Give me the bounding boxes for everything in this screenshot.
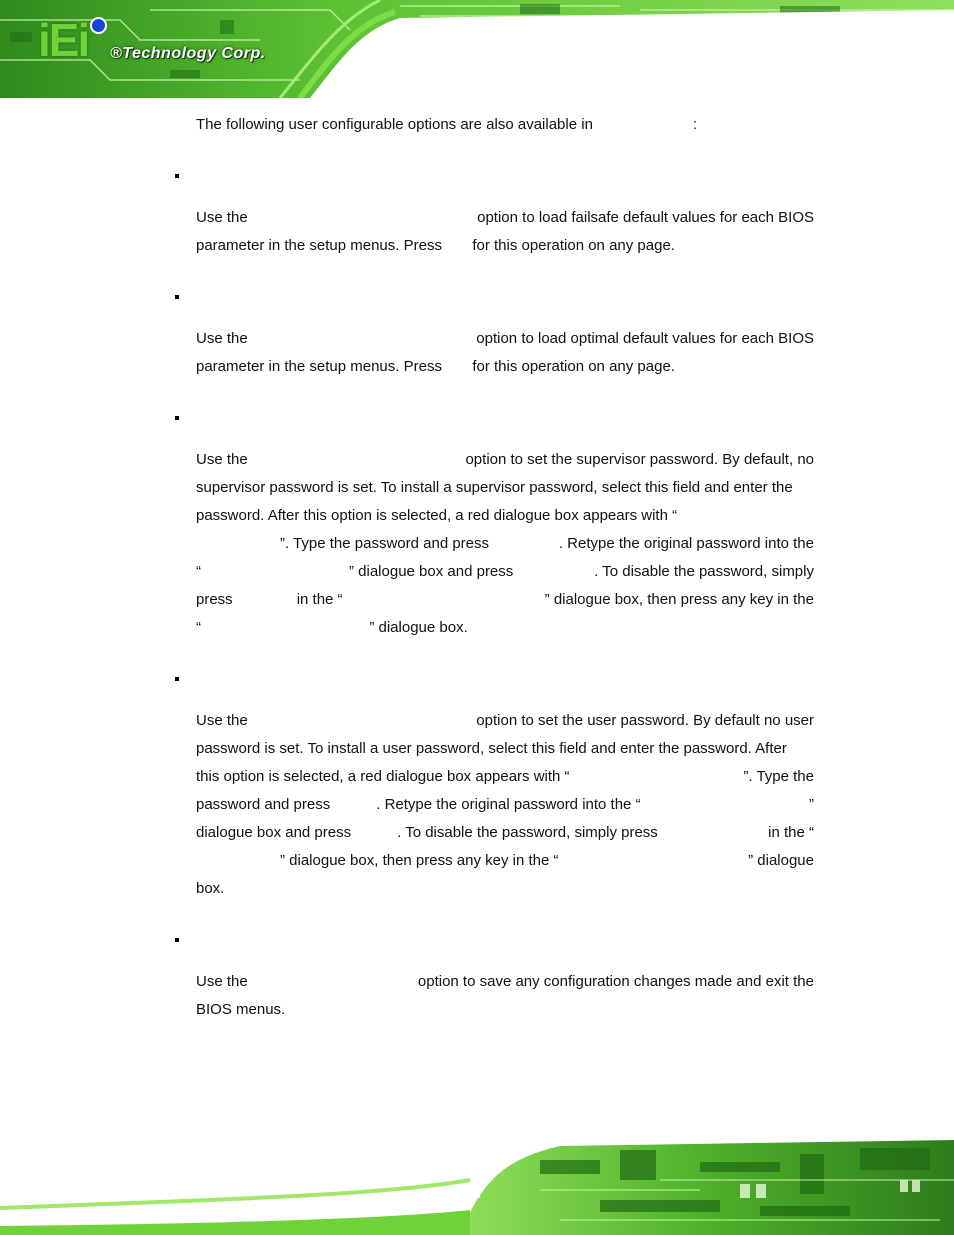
text-fragment: . To disable the password, simply press xyxy=(397,824,658,841)
text-fragment: ” xyxy=(809,796,814,813)
logo-dot-icon xyxy=(90,17,107,34)
text-fragment: ” dialogue box, then press any key in the xyxy=(544,591,814,608)
intro-colon: : xyxy=(692,116,698,133)
text-fragment: ”. Type the xyxy=(743,768,814,785)
text-fragment: Use the xyxy=(196,451,248,468)
text-fragment: for this operation on any page. xyxy=(472,237,675,254)
bullet-icon xyxy=(175,416,179,420)
intro-text: The following user configurable options are also available in xyxy=(196,116,593,133)
bullet-icon xyxy=(175,295,179,299)
text-fragment: option to set the supervisor password. By default, no xyxy=(465,451,814,468)
text-fragment: password is set. To install a user password, select this field and enter the password. After xyxy=(196,740,787,757)
page-footer xyxy=(0,1140,954,1235)
text-fragment: option to load optimal default values for each BIOS xyxy=(476,330,814,347)
text-fragment: Use the xyxy=(196,712,248,729)
text-fragment: option to set the user password. By default no user xyxy=(476,712,814,729)
text-fragment: password. After this option is selected, a red dialogue box appears with “ xyxy=(196,507,678,524)
text-fragment: password and press xyxy=(196,796,331,813)
text-fragment: parameter in the setup menus. Press xyxy=(196,358,442,375)
text-fragment: ” dialogue xyxy=(748,852,814,869)
text-fragment: Use the xyxy=(196,973,248,990)
intro-line xyxy=(196,115,697,135)
logo-text: ®Technology Corp. xyxy=(110,45,266,62)
text-fragment: parameter in the setup menus. Press xyxy=(196,237,442,254)
text-fragment: in the “ xyxy=(768,824,814,841)
text-fragment: box. xyxy=(196,880,225,897)
text-fragment: option to save any configuration changes made and exit the xyxy=(417,973,814,990)
logo-mark: iEi xyxy=(38,14,89,66)
footer-pcb-banner xyxy=(0,1140,954,1235)
text-fragment: press xyxy=(196,591,233,608)
text-fragment: supervisor password is set. To install a supervisor password, select this field and enter the xyxy=(196,479,793,496)
text-fragment: dialogue box and press xyxy=(196,824,352,841)
section-4-paragraph xyxy=(196,707,814,903)
page-header xyxy=(0,0,954,98)
section-1-paragraph xyxy=(196,204,814,260)
text-fragment: this option is selected, a red dialogue box appears with “ xyxy=(196,768,570,785)
text-fragment: ”. Type the password and press xyxy=(280,535,490,552)
bullet-icon xyxy=(175,677,179,681)
section-2-paragraph xyxy=(196,325,814,381)
text-fragment: for this operation on any page. xyxy=(472,358,675,375)
text-fragment: BIOS menus. xyxy=(196,1001,286,1018)
text-fragment: “ xyxy=(196,563,201,580)
text-fragment: Use the xyxy=(196,330,248,347)
text-fragment: . Retype the original password into the “ xyxy=(376,796,641,813)
text-fragment: ” dialogue box, then press any key in the “ xyxy=(280,852,559,869)
text-fragment: “ xyxy=(196,619,201,636)
bullet-icon xyxy=(175,938,179,942)
company-logo xyxy=(38,16,298,76)
text-fragment: . To disable the password, simply xyxy=(594,563,814,580)
section-5-paragraph xyxy=(196,968,814,1024)
text-fragment: in the “ xyxy=(296,591,343,608)
text-fragment: . Retype the original password into the xyxy=(558,535,814,552)
text-fragment: Use the xyxy=(196,209,248,226)
section-3-paragraph xyxy=(196,446,814,642)
bullet-icon xyxy=(175,174,179,178)
text-fragment: option to load failsafe default values for each BIOS xyxy=(477,209,814,226)
text-fragment: ” dialogue box and press xyxy=(349,563,514,580)
text-fragment: ” dialogue box. xyxy=(369,619,468,636)
